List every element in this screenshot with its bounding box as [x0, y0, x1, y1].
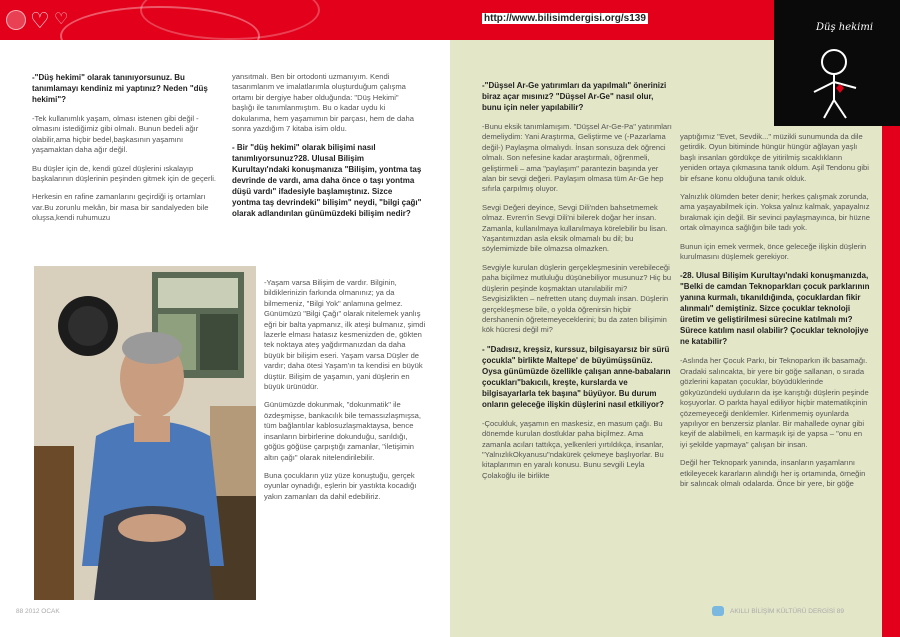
heart-icon: ♡ [54, 11, 69, 28]
paragraph: Değil her Teknopark yanında, insanların yaşamlarını etkileyecek kararların alındığı her iş ortamında, örneğin bir salıncak olmalı odalarda. Önce bir yere, bir göğe [680, 458, 866, 488]
paragraph: -Aslında her Çocuk Parkı, bir Teknoparkın ilk basamağı. Oradaki salıncakta, bir yere bir göğe sallanan, o sırada gözlerini kapatan çocuklar, büyüdüklerinde gökyüzündeki uyduların da işe karıştığı düşlerin peşinde koşuyorlar. O parkta hayal ediliyor hiçbir matematikçinin çözemeyeceği denklemler. Kirlenmemiş oyunlarda yapılıyor en benzersiz planlar. Bir mahallede oynar gibi keyif de alabilmeli, en karmaşık işi de yapsa – "onu en iyi şekilde yapmaya" çalışan bir insan. [680, 356, 869, 449]
left-column-2 [232, 72, 422, 228]
right-edge-band [882, 126, 900, 637]
right-column-1 [482, 80, 672, 489]
paragraph: Sevgi Değeri deyince, Sevgi Dili'nden bahsetmemek olmaz. Evren'in Sevgi Dili'ni bilerek doğar her insan. Zamanla, kullanılmaya kullanılmaya körelebilir bu lisan. Yaşantımızdan asla eksik olmamalı bu dil; bu söylemimizde bile olmazsa olmazken. [482, 202, 668, 254]
paragraph: yaptığımız "Evet, Sevdik..." müzikli sunumunda da dile getirdik. Oyun bitiminde hüngür hüngür ağlayan yaşlı başlı insanları gördükçe de yitirilmiş sıcaklıkların yeniden ortaya çıkmasına tanık oldum. Aşil Tendonu gibi bir efsane konu olduğuna tanık olduk. [680, 132, 869, 183]
page-footer-right: AKILLI BİLİŞİM KÜLTÜRÜ DERGİSİ 89 [730, 608, 845, 615]
portrait-photo [34, 266, 256, 600]
right-column-2 [680, 132, 870, 497]
heart-icon: ♡ [30, 8, 50, 33]
dream-doctor-illustration [774, 0, 900, 126]
interview-question: -"Düşsel Ar-Ge yatırımları da yapılmalı" önerinizi biraz açar mısınız? "Düşsel Ar-Ge" nasıl olur, bunu için neler yapılabilir? [482, 81, 667, 112]
paragraph: -Çocukluk, yaşamın en maskesiz, en masum çağı. Bu dönemde kurulan dostluklar paha biçilmez. Ama zamanla acıları tattıkça, yelkenleri yırtıldıkça, insanlar, "YalnızlıkOkyanusu"ndakürek çekmeye başlıyorlar. Bu kitaplarımın en yaralı konusu. Bunu sevgili Leyla Çolakoğlu ile birlikte [482, 418, 664, 480]
paragraph: yansıtmalı. Ben bir ortodonti uzmanıyım. Kendi tasarımlarım ve imalatlarımla oluşturduğum çalışma ortamı bir dergiye haber olduğunda: "Düş Hekimi" başlığı ile tanımlanmıştım. Bu o kadar uydu ki dokularıma, hem yaşamımın bir parçası, hem de daha sonra yazdığım 7 kitaba isim oldu. [232, 72, 414, 134]
paragraph: -Yaşam varsa Bilişim de vardır. Bilginin, bildiklerinizin farkında olmanınız; ya da bilmemeniz, "Bilgi Yok" anlamına gelmez. Günümüzü "Bilgi Çağı" olarak nitelemek yanlış eğri bir balta yapmanız, ilk ateşi bulmanız, şimdi lazerle elması hatasız kesmenizden de, gökten tek noktaya ateş yağdırmanızdan da daha büyük bir bilişim eseri. Yaşam varsa Düşler de vardır; daha ötesi Yaşam'ın ta kendisi en büyük düştür. Bilişim de yaşamın, yani düşlerin en büyük ürünüdür. [264, 278, 426, 392]
section-logo-box [774, 0, 900, 126]
portrait-illustration [34, 266, 256, 600]
paragraph: -Tek kullanımlık yaşam, olması istenen gibi değil -olmasını istediğimiz gibi olmalı. Bunun bedeli ağır olabilir,ama hiçbir bedel,başkasının yaşamını yaşamaktan daha ağır değil. [32, 114, 199, 155]
left-header-band [0, 0, 450, 40]
paragraph: Bunun için emek vermek, önce geleceğe ilişkin düşlerin kurulmasını düşlemek gerekiyor. [680, 241, 867, 262]
magazine-url[interactable]: http://www.bilisimdergisi.org/s139 [484, 13, 646, 24]
left-column-1 [32, 72, 222, 232]
interview-question: - "Dadısız, kreşsiz, kurssuz, bilgisayarsız bir sürü çocukla" birlikte Maltepe' de büyümüşsünüz. Oysa günümüzde özellikle çalışan anne-babaların çocukları"bakıcılı, kreşte, kurslarda ve bilgisayarlarla tek başına" büyüyor. Bu durum onların geleceğe ilişkin düşlerini nasıl etkiliyor? [482, 344, 671, 409]
paragraph: Herkesin en rafine zamanlarını geçirdiği iş ortamları var.Bu zorunlu mekân, bir masa bir sandalyeden bile oluşsa,kendi ruhumuzu [32, 192, 209, 223]
interview-question: -28. Ulusal Bilişim Kurultayı'ndaki konuşmanızda, "Belki de camdan Teknoparkları çocuk parklarının yanına kurmalı, tıkanıldığında, çocuklardan fikir alınmalı" demiştiniz. Sizce çocuklar teknoloji üretim ve geliştirilmesi sürecine katılmalı mı? Sürece katılım nasıl olabilir? Çocuklar teknolojiye ne katabilir? [680, 271, 870, 347]
paragraph: Sevgiyle kurulan düşlerin gerçekleşmesinin verebileceği paha biçilmez mutluluğu düşünebiliyor musunuz? Hiç bu düşlerin peşinde koşmaktan utanılabilir mi? Sevgisizlikten – nefretten utanç duymalı insan. Düşlerin gerçekleşmese bile, o yolda öğrenirsin hiçbir dershanenin öğretemeyeceklerini; bu da zaten bilişimin kök hücresi değil mi? [482, 262, 672, 335]
paragraph: Günümüzde dokunmak, "dokunmatik" ile özdeşmişse, bankacılık bile temassızlaşmışsa, tüm bağlantılar kablosuzlaşmaktaysa, bence insanların birbirlerine dokunduğu, sarıldığı, göğüs göğüse çarpıştığı zamanlar, "iletişimin altın çağı" olarak nitelendirilebilir. [264, 400, 421, 462]
speech-bubble-icon [712, 606, 724, 616]
interview-question: -"Düş hekimi" olarak tanınıyorsunuz. Bu tanımlamayı kendiniz mi yaptınız? Neden "düş hekimi"? [32, 73, 208, 104]
section-title: Düş hekimi [816, 22, 874, 33]
logo-icon [6, 10, 26, 30]
left-column-2-continued [264, 278, 426, 510]
paragraph: Yalnızlık ölümden beter denir; herkes çalışmak zorunda, ama yaşayabilmek için. Yoksa yalnız kalmak, yapayalnız bırakmak için değil. Bir sevinci paylaşmayınca, bir hüzne ortak olmayınca sağlığın bile tadı yok. [680, 192, 870, 233]
page-footer-left: 88 2012 OCAK [16, 608, 60, 615]
interview-question: - Bir "düş hekimi" olarak bilişimi nasıl tanımlıyorsunuz?28. Ulusal Bilişim Kurultayı'ndaki konuşmanıza "Bilişim, yontma taş devrinde de vardı, ama daha önce o taşı yontma düşü vardı" ifadesiyle başlamıştınız. Sizce yontma taş devrindeki" bilişim" neydi, "bilgi çağı" olarak adlandırılan günümüzdeki bilişim nedir? [232, 143, 422, 219]
paragraph: Buna çocukların yüz yüze konuştuğu, gerçek oyunlar oynadığı, eşlerin bir yastıkta kocadığı yakın zamanları da dahil edebiliriz. [264, 470, 417, 501]
paragraph: Bu düşler için de, kendi güzel düşlerini ıskalayıp başkalarının düşlerinin peşinden gitmek için de geçerli. [32, 163, 217, 184]
paragraph: -Bunu eksik tanımlamışım. "Düşsel Ar-Ge-Pa" yatırımları demeliydim: Yani Araştırma, Geliştirme ve (-Pazarlama değil-) Paylaşma olmalıydı. İnsan sonsuza dek öğrenci olmalı. Son nefesine kadar araştırmalı, öğrenmeli, geliştirmeli – ama "paylaşım" parantezin başında yer alan bir sevgi değeri. Paylaşım olmasa tüm Ar-Ge hep sıfırla çarpılmış oluyor. [482, 122, 672, 194]
